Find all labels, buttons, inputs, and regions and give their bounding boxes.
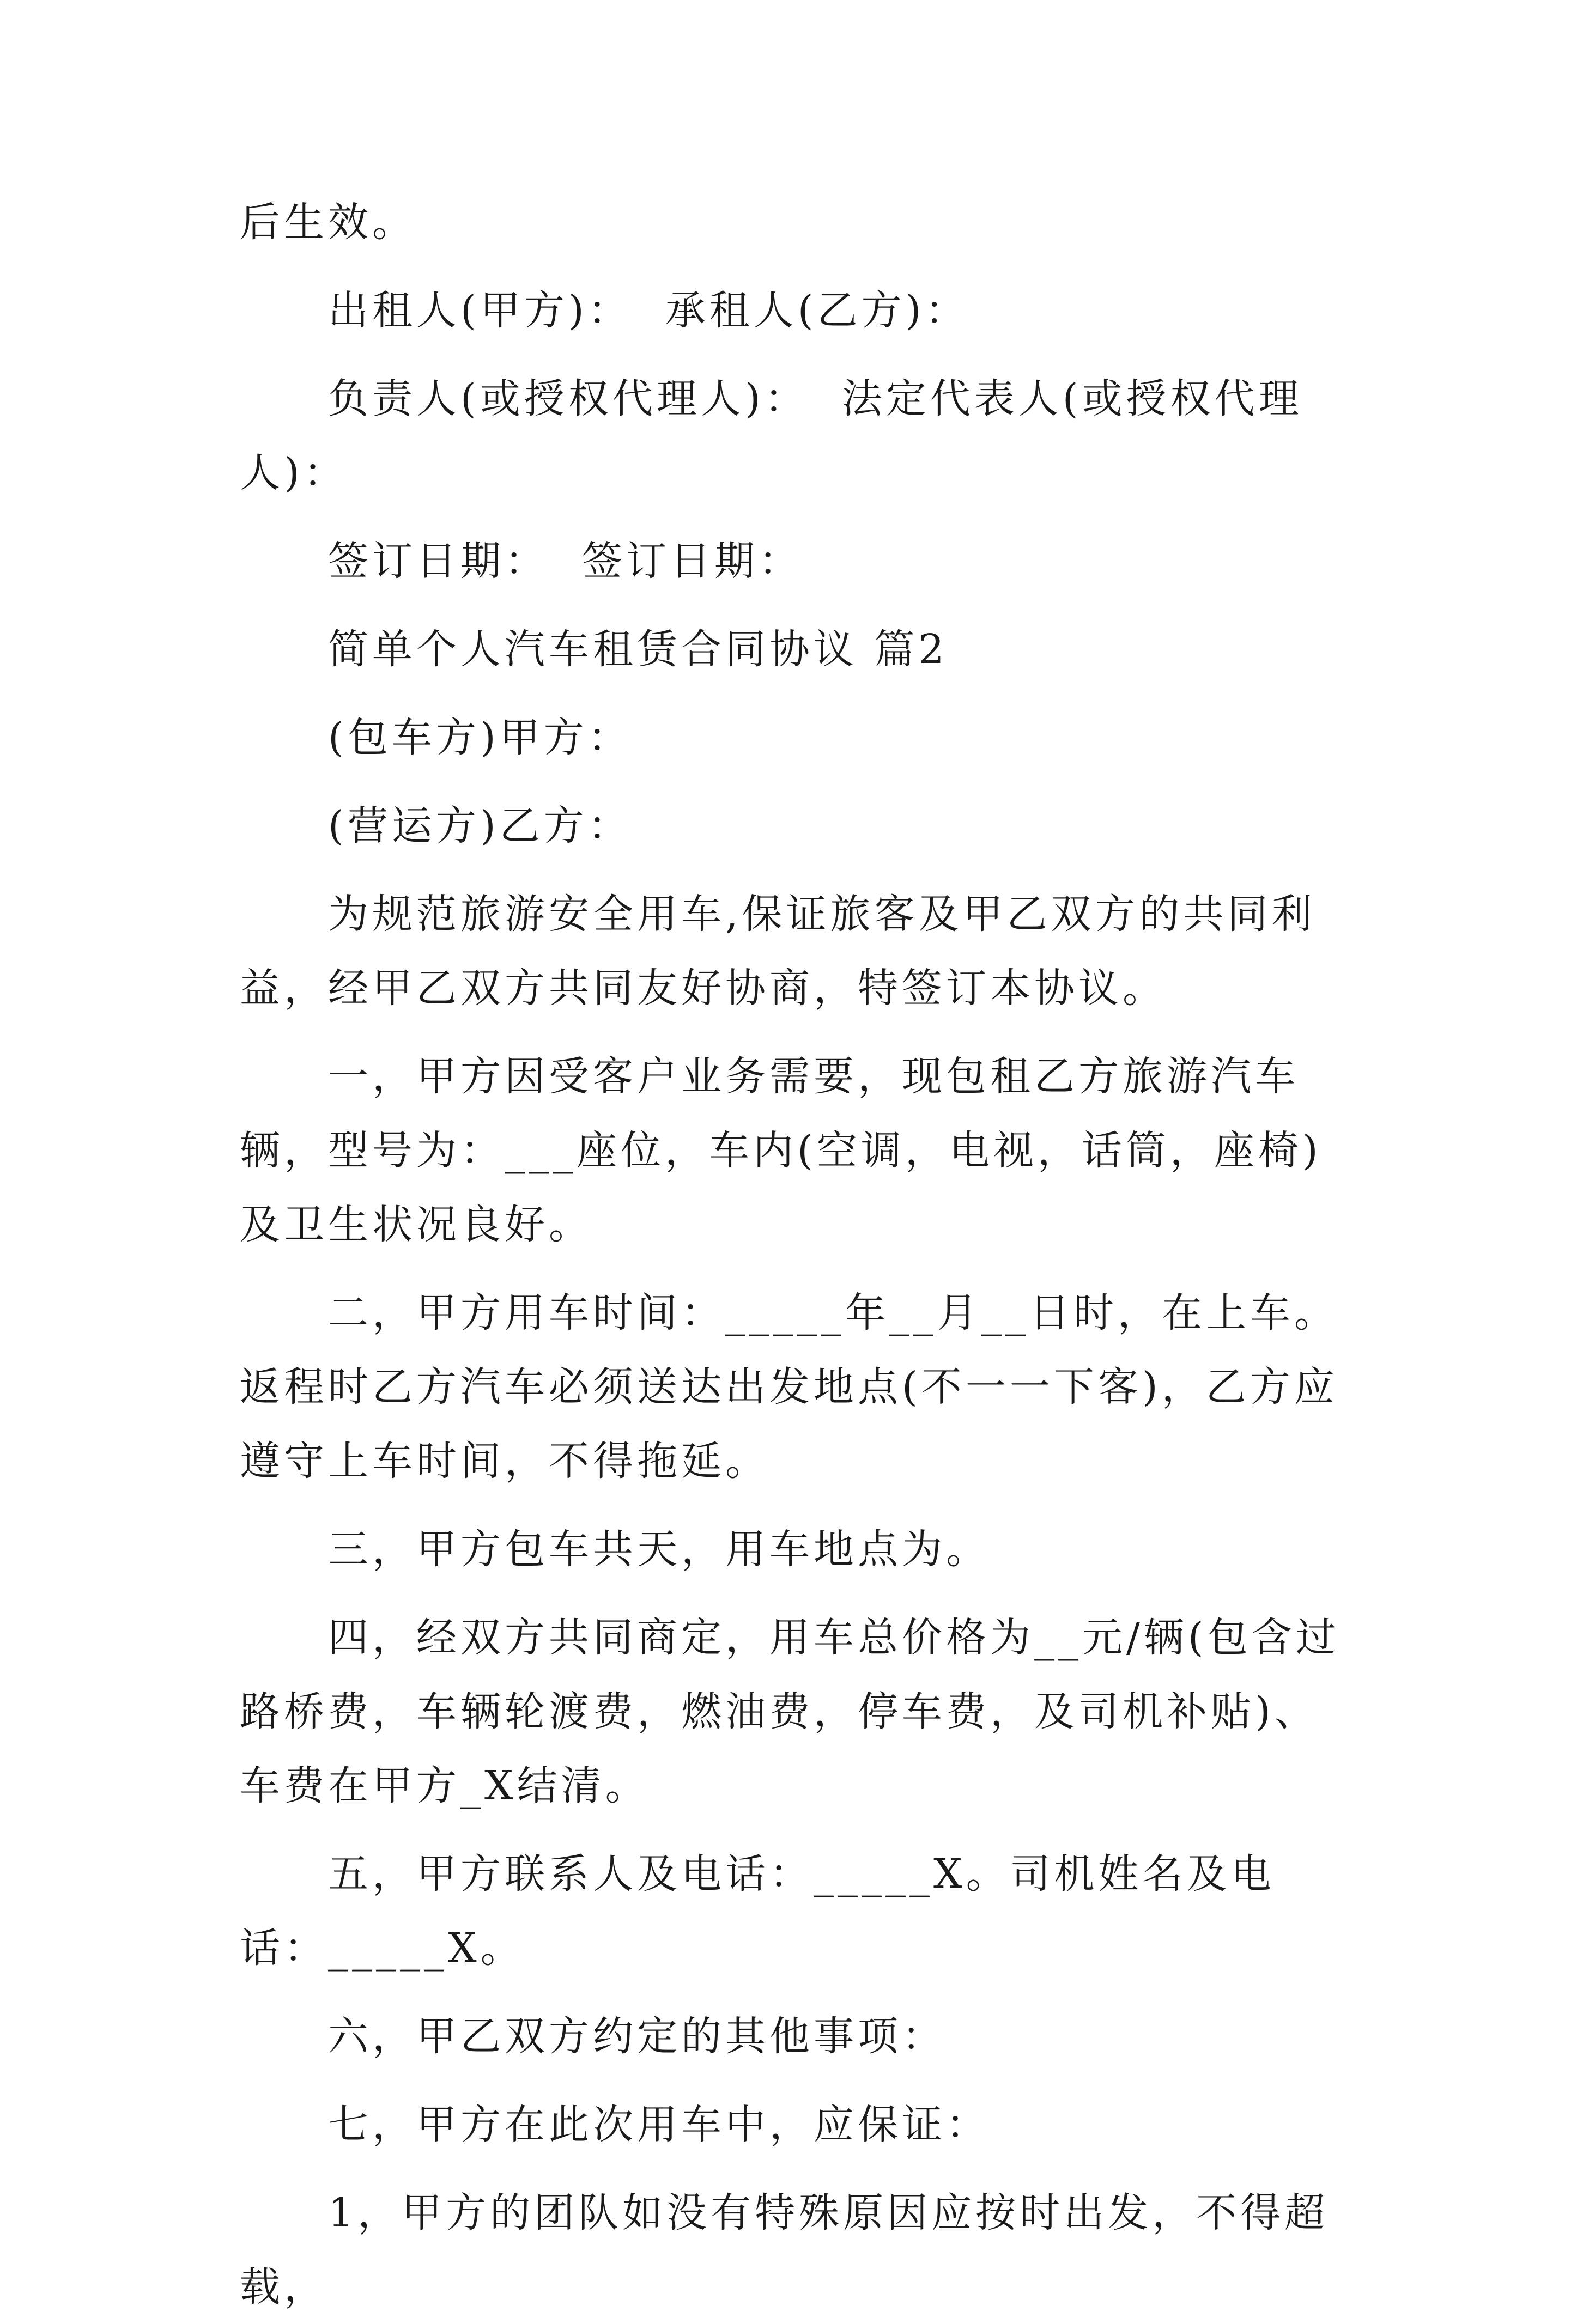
contract-body <box>240 185 1362 2324</box>
clause-1-vehicle: 一，甲方因受客户业务需要，现包租乙方旅游汽车辆，型号为：___座位，车内(空调，电视，话筒，座椅)及卫生状况良好。 <box>240 1053 1322 1248</box>
paragraph-party-a: (包车方)甲方： <box>328 714 632 761</box>
paragraph-representatives: 负责人(或授权代理人)： 法定代表人(或授权代理人)： <box>240 375 1303 496</box>
paragraph-purpose: 为规范旅游安全用车,保证旅客及甲乙双方的共同利益，经甲乙双方共同友好协商，特签订本协议。 <box>240 891 1316 1012</box>
clause-3-days: 三，甲方包车共天，用车地点为。 <box>328 1526 990 1573</box>
clause-7-item-1: 1，甲方的团队如没有特殊原因应按时出发，不得超载， <box>240 2189 1329 2310</box>
section-heading-part-2: 简单个人汽车租赁合同协议 篇2 <box>328 626 948 673</box>
clause-4-price: 四，经双方共同商定，用车总价格为__元/辆(包含过路桥费，车辆轮渡费，燃油费，停车费，及司机补贴)、车费在甲方_X结清。 <box>240 1614 1340 1809</box>
paragraph-lessor-lessee: 出租人(甲方)： 承租人(乙方)： <box>328 287 969 334</box>
paragraph-signing-dates: 签订日期： 签订日期： <box>328 538 803 585</box>
clause-5-contacts: 五，甲方联系人及电话：_____X。司机姓名及电话：_____X。 <box>240 1851 1275 1972</box>
clause-6-other: 六，甲乙双方约定的其他事项： <box>328 2013 946 2060</box>
paragraph-effective: 后生效。 <box>240 199 416 246</box>
clause-2-time: 二，甲方用车时间：_____年__月__日时，在上车。返程时乙方汽车必须送达出发地点(不一一下客)，乙方应遵守上车时间，不得拖延。 <box>240 1289 1338 1485</box>
clause-7-guarantee: 七，甲方在此次用车中，应保证： <box>328 2101 990 2148</box>
paragraph-party-b: (营运方)乙方： <box>328 802 632 849</box>
